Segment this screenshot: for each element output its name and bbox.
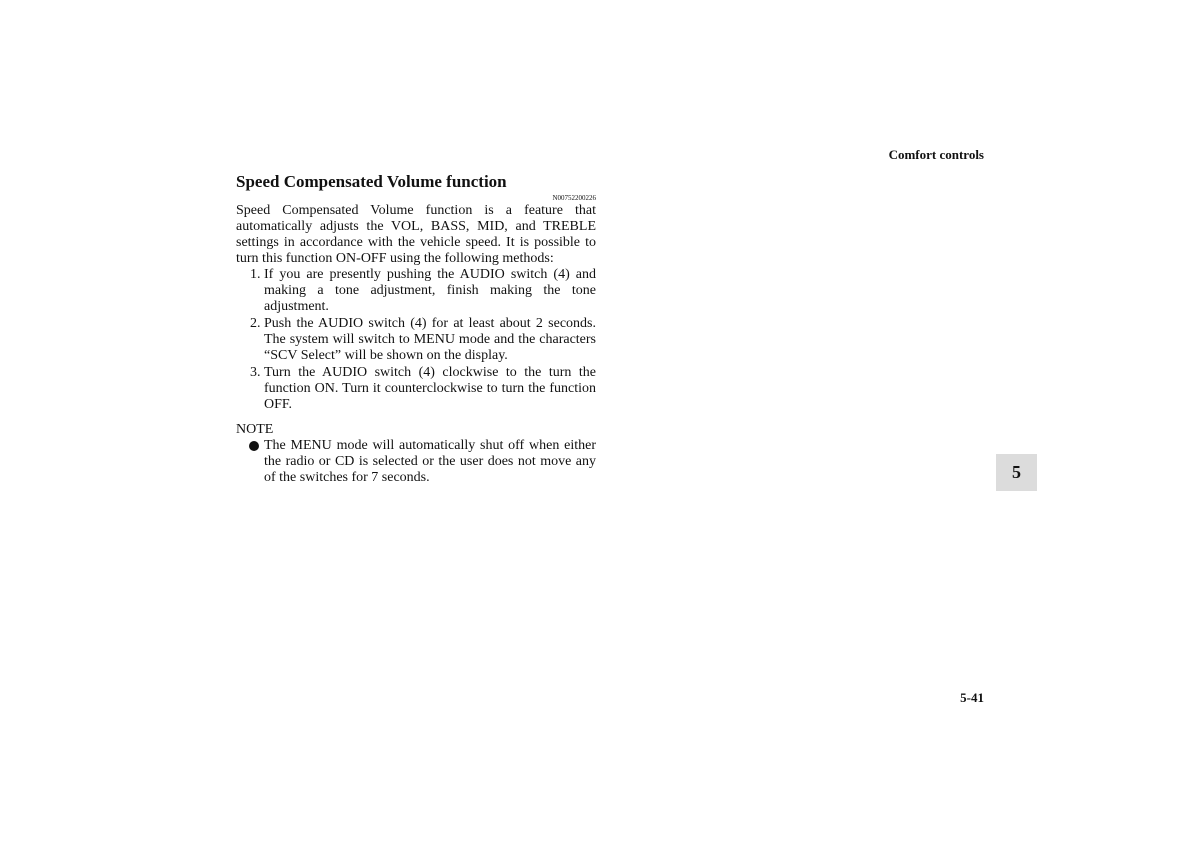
step-item: [236, 316, 596, 364]
note-label: NOTE: [236, 422, 274, 437]
note-text: The MENU mode will automatically shut off when either the radio or CD is selected or the user does not move any of the switches for 7 seconds.: [264, 438, 596, 485]
step-item: [236, 365, 596, 413]
step-number: 1.: [250, 267, 261, 282]
step-text: Push the AUDIO switch (4) for at least about 2 seconds. The system will switch to MENU mode and the characters “SCV Select” will be shown on the display.: [264, 316, 596, 363]
page-number: 5-41: [960, 690, 984, 705]
section-header-title: Comfort controls: [888, 147, 984, 162]
chapter-tab: [996, 454, 1037, 491]
document-code: N00752200226: [552, 194, 596, 202]
steps-list: [236, 267, 596, 413]
step-number: 3.: [250, 365, 261, 380]
note-item: [236, 438, 596, 486]
intro-paragraph: Speed Compensated Volume function is a feature that automatically adjusts the VOL, BASS, MID, and TREBLE settings in accordance with the vehicle speed. It is possible to turn this function ON-OFF using the following methods:: [236, 203, 596, 266]
step-text: If you are presently pushing the AUDIO switch (4) and making a tone adjustment, finish making the tone adjustment.: [264, 267, 596, 314]
step-number: 2.: [250, 316, 261, 331]
main-content: [236, 171, 596, 486]
section-heading: Speed Compensated Volume function: [236, 172, 507, 191]
step-text: Turn the AUDIO switch (4) clockwise to the turn the function ON. Turn it counterclockwise to turn the function OFF.: [264, 365, 596, 412]
step-item: [236, 267, 596, 315]
bullet-icon: [249, 441, 259, 451]
chapter-number: 5: [1012, 462, 1021, 482]
